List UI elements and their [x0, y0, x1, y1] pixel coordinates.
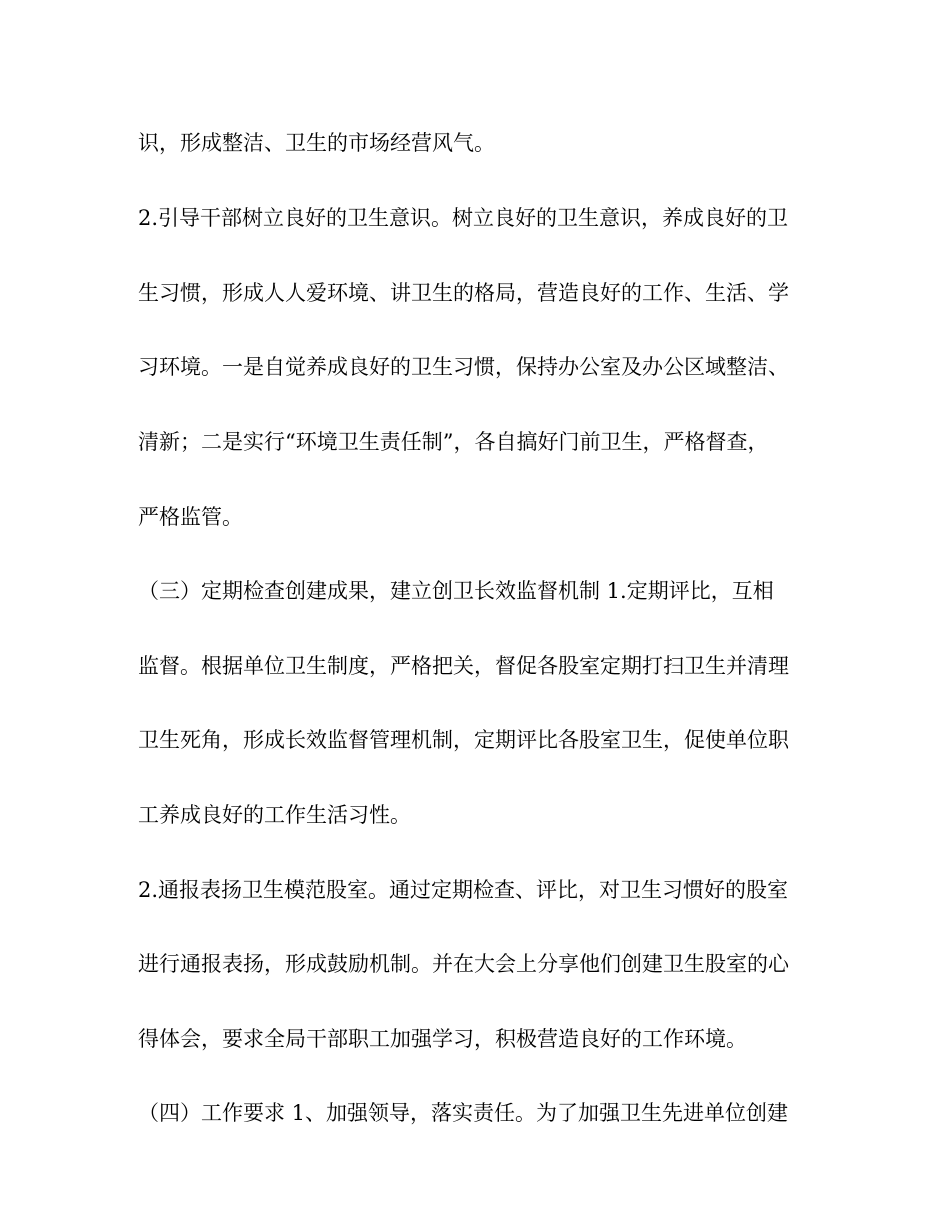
text-line: 进行通报表扬，形成鼓励机制。并在大会上分享他们创建卫生股室的心	[138, 952, 789, 976]
text-line: 识，形成整洁、卫生的市场经营风气。	[138, 131, 495, 155]
text-line: 生习惯，形成人人爱环境、讲卫生的格局，营造良好的工作、生活、学	[138, 281, 789, 305]
text-line: 监督。根据单位卫生制度，严格把关，督促各股室定期打扫卫生并清理	[138, 654, 789, 678]
text-line: （四）工作要求 1、加强领导，落实责任。为了加强卫生先进单位创建	[138, 1101, 789, 1125]
text-line: 2.引导干部树立良好的卫生意识。树立良好的卫生意识，养成良好的卫	[138, 206, 789, 230]
text-line: 工养成良好的工作生活习性。	[138, 803, 411, 827]
text-line: 严格监管。	[138, 505, 243, 529]
text-line: 习环境。一是自觉养成良好的卫生习惯，保持办公室及办公区域整洁、	[138, 355, 789, 379]
text-line: 得体会，要求全局干部职工加强学习，积极营造良好的工作环境。	[138, 1027, 747, 1051]
text-line: 卫生死角，形成长效监督管理机制，定期评比各股室卫生，促使单位职	[138, 728, 789, 752]
text-line: （三）定期检查创建成果，建立创卫长效监督机制 1.定期评比，互相	[138, 579, 774, 603]
text-line: 清新；二是实行“环境卫生责任制”，各自搞好门前卫生，严格督查，	[138, 430, 769, 454]
text-line: 2.通报表扬卫生模范股室。通过定期检查、评比，对卫生习惯好的股室	[138, 878, 789, 902]
